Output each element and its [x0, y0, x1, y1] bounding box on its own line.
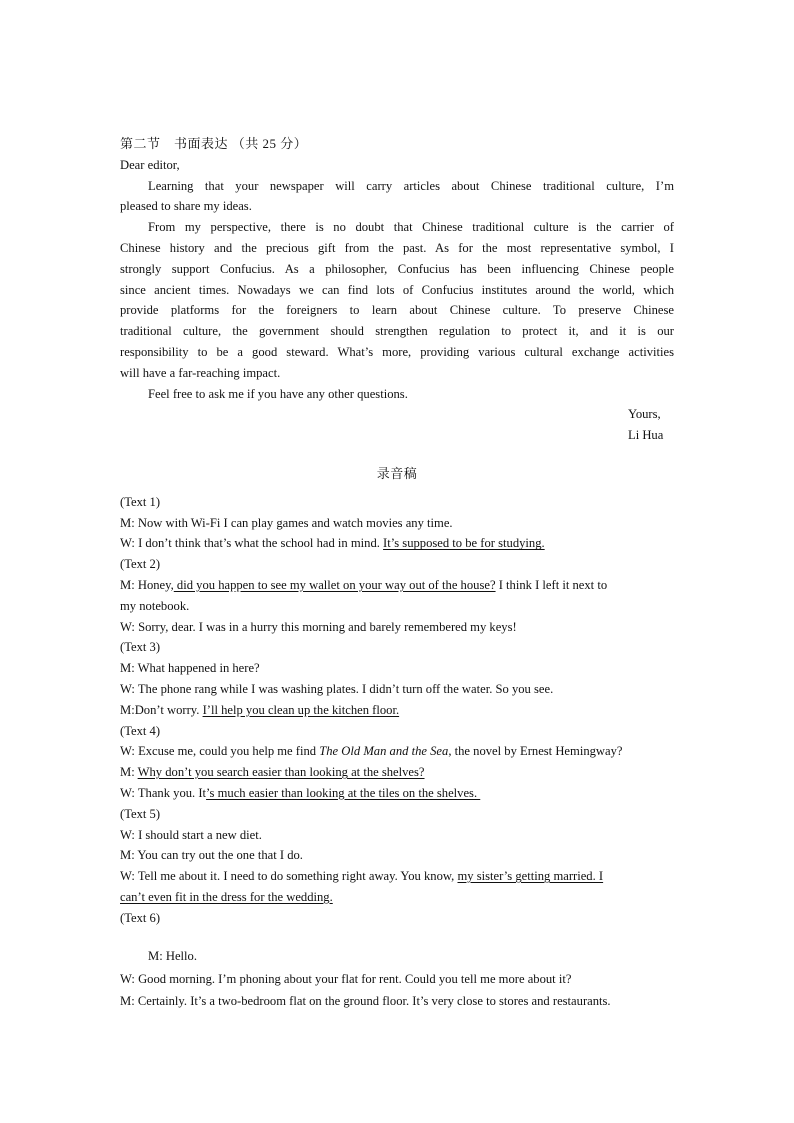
dialogue-line: W: Good morning. I’m phoning about your flat for rent. Could you tell me more about it? — [120, 972, 572, 987]
text-label: (Text 2) — [120, 557, 161, 572]
letter-closing — [120, 404, 674, 425]
underlined-answer: can’t even fit in the dress for the wedding. — [120, 889, 333, 904]
speech-text: I think I left it next to — [495, 577, 608, 592]
dialogue-line — [120, 762, 674, 783]
text-label: (Text 6) — [120, 910, 161, 925]
letter-signature — [120, 425, 674, 446]
paragraph-line: From my perspective, there is no doubt that Chinese traditional culture is the carrier of — [148, 220, 674, 235]
dialogue-line: M: Now with Wi-Fi I can play games and watch movies any time. — [120, 515, 453, 530]
letter — [120, 155, 674, 446]
underlined-answer: It’s supposed to be for studying. — [383, 536, 545, 551]
underlined-answer: I’ll help you clean up the kitchen floor. — [202, 702, 400, 717]
paragraph-line: traditional culture, the government should strengthen regulation to protect it, and it is our — [120, 324, 674, 339]
page-content — [120, 134, 674, 1012]
section-heading: 第二节 书面表达 （共 25 分） — [120, 136, 308, 151]
dialogue-line: W: The phone rang while I was washing plates. I didn’t turn off the water. So you see. — [120, 681, 554, 696]
paragraph-line: provide platforms for the foreigners to learn about Chinese culture. To preserve Chinese — [120, 303, 674, 318]
dialogue-line: W: Sorry, dear. I was in a hurry this morning and barely remembered my keys! — [120, 619, 517, 634]
letter-salutation: Dear editor, — [120, 157, 180, 172]
text-label: (Text 1) — [120, 494, 161, 509]
text-label: (Text 4) — [120, 723, 161, 738]
dialogue-line: W: I should start a new diet. — [120, 827, 262, 842]
book-title: The Old Man and the Sea — [319, 744, 449, 759]
paragraph-line: responsibility to be a good steward. What’s more, providing various cultural exchange activities — [120, 344, 674, 359]
dialogue-line: M: You can try out the one that I do. — [120, 848, 303, 863]
letter-paragraph-1 — [120, 176, 674, 218]
transcript-title: 录音稿 — [376, 465, 418, 481]
paragraph-line: Chinese history and the precious gift from the past. As for the most representative symbol, I — [120, 240, 674, 255]
dialogue-line — [120, 866, 674, 887]
speech-text: W: I don’t think that’s what the school had in mind. — [120, 536, 384, 551]
speech-text: M: — [120, 765, 138, 780]
speech-text: W: Excuse me, could you help me find — [120, 744, 320, 759]
dialogue-line — [120, 700, 674, 721]
dialogue-line — [120, 575, 674, 596]
dialogue-line — [120, 533, 674, 554]
letter-paragraph-2 — [120, 217, 674, 383]
speech-text: W: Thank you. It — [120, 785, 207, 800]
transcript — [120, 464, 674, 1013]
text-label: (Text 3) — [120, 640, 161, 655]
signature-text: Li Hua — [628, 428, 664, 443]
dialogue-line — [120, 741, 674, 762]
speech-text: , the novel by Ernest Hemingway? — [448, 744, 623, 759]
underlined-answer: my sister’s getting married. I — [457, 869, 604, 884]
paragraph-line: strongly support Confucius. As a philosopher, Confucius has been influencing Chinese people — [120, 261, 674, 276]
dialogue-line: my notebook. — [120, 598, 190, 613]
dialogue-line: M: What happened in here? — [120, 661, 260, 676]
dialogue-line — [120, 783, 674, 804]
dialogue-line: M: Certainly. It’s a two-bedroom flat on the ground floor. It’s very close to stores and restaurants. — [120, 994, 611, 1009]
paragraph-line: Learning that your newspaper will carry articles about Chinese traditional culture, I’m — [148, 178, 674, 193]
speech-text: M: Honey, — [120, 577, 174, 592]
underlined-answer: Why don’t you search easier than looking at the shelves? — [137, 765, 425, 780]
underlined-answer: ’s much easier than looking at the tiles on the shelves. — [206, 785, 481, 800]
closing-text: Yours, — [628, 407, 661, 422]
speech-text: W: Tell me about it. I need to do something right away. You know, — [120, 869, 458, 884]
text-label: (Text 5) — [120, 806, 161, 821]
letter-paragraph-3: Feel free to ask me if you have any other questions. — [148, 386, 408, 401]
paragraph-line: will have a far-reaching impact. — [120, 365, 281, 380]
dialogue-line: M: Hello. — [148, 949, 197, 964]
underlined-answer: did you happen to see my wallet on your way out of the house? — [173, 577, 496, 592]
speech-text: M:Don’t worry. — [120, 702, 203, 717]
dialogue-line — [120, 887, 674, 908]
paragraph-line: pleased to share my ideas. — [120, 199, 252, 214]
paragraph-line: since ancient times. Nowadays we can find lots of Confucius institutes around the world, which — [120, 282, 674, 297]
